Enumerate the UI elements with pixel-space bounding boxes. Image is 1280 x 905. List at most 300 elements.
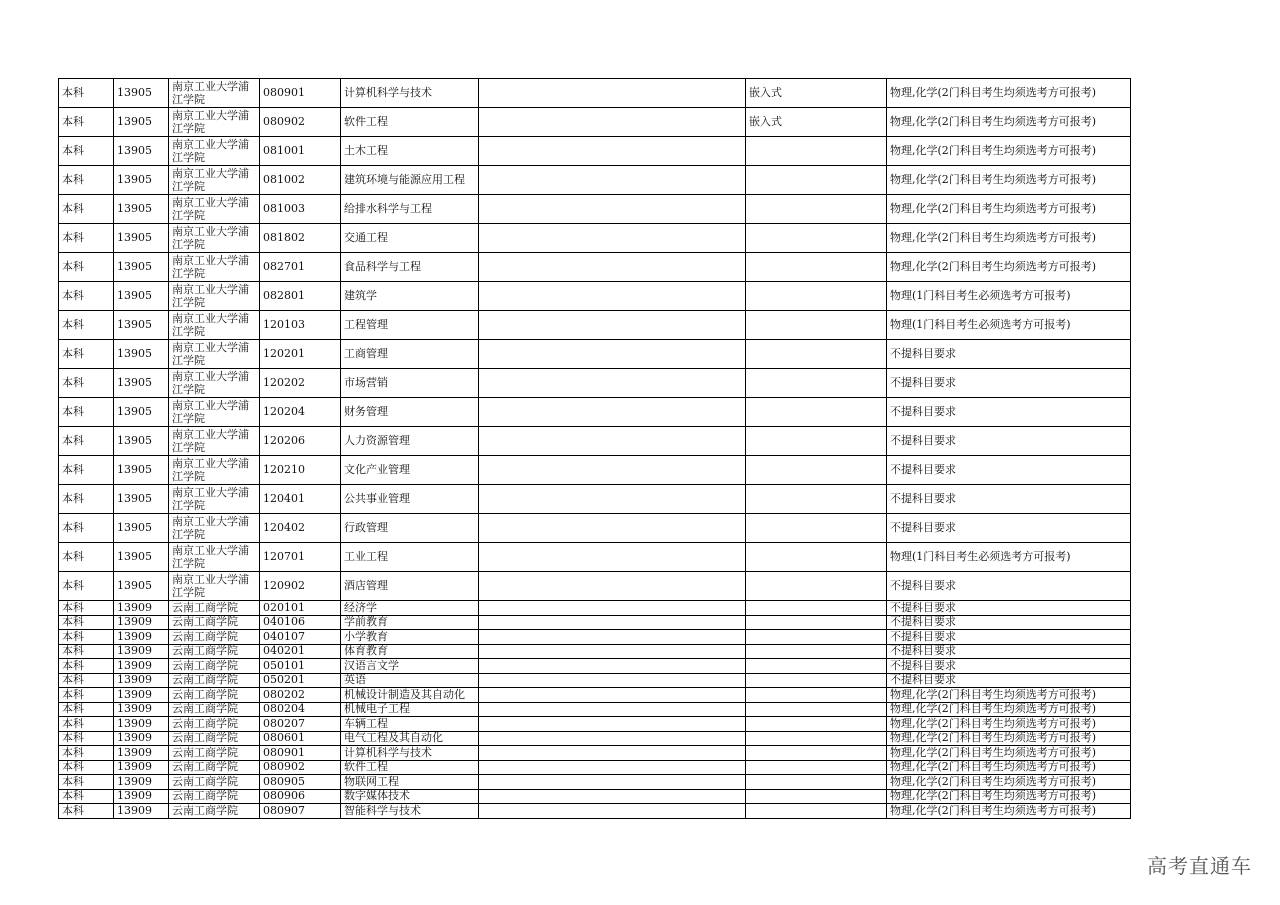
major-code-cell: 120701: [260, 543, 341, 572]
school-code-cell: 13909: [114, 630, 169, 645]
class-type-cell: [746, 427, 887, 456]
subject-requirement-cell: 物理(1门科目考生必须选考方可报考): [887, 282, 1131, 311]
class-type-cell: [746, 514, 887, 543]
major-name-cell: 土木工程: [341, 137, 479, 166]
table-row: [59, 789, 1131, 804]
school-code-cell: 13905: [114, 485, 169, 514]
class-type-cell: [746, 717, 887, 732]
table-row: [59, 746, 1131, 761]
subject-requirement-cell: 物理,化学(2门科目考生均须选考方可报考): [887, 804, 1131, 819]
major-code-cell: 120210: [260, 456, 341, 485]
school-name-cell: 南京工业大学浦江学院: [169, 369, 260, 398]
table-row: [59, 688, 1131, 703]
level-cell: 本科: [59, 673, 114, 688]
class-type-cell: [746, 789, 887, 804]
major-name-cell: 工程管理: [341, 311, 479, 340]
level-cell: 本科: [59, 543, 114, 572]
table-row: [59, 673, 1131, 688]
table-row: [59, 630, 1131, 645]
major-code-cell: 120402: [260, 514, 341, 543]
school-name-cell: 云南工商学院: [169, 717, 260, 732]
class-type-cell: [746, 688, 887, 703]
school-code-cell: 13909: [114, 789, 169, 804]
table-body: [59, 79, 1131, 819]
level-cell: 本科: [59, 688, 114, 703]
major-name-cell: 软件工程: [341, 108, 479, 137]
school-code-cell: 13905: [114, 514, 169, 543]
subject-requirement-cell: 物理,化学(2门科目考生均须选考方可报考): [887, 746, 1131, 761]
major-name-cell: 公共事业管理: [341, 485, 479, 514]
school-name-cell: 南京工业大学浦江学院: [169, 224, 260, 253]
class-type-cell: [746, 282, 887, 311]
major-code-cell: 120202: [260, 369, 341, 398]
subject-requirement-cell: 物理(1门科目考生必须选考方可报考): [887, 543, 1131, 572]
school-code-cell: 13905: [114, 166, 169, 195]
major-code-cell: 082701: [260, 253, 341, 282]
class-type-cell: [746, 311, 887, 340]
note-cell: [479, 224, 746, 253]
table-row: [59, 601, 1131, 616]
major-code-cell: 081003: [260, 195, 341, 224]
major-code-cell: 120401: [260, 485, 341, 514]
class-type-cell: [746, 224, 887, 253]
level-cell: 本科: [59, 79, 114, 108]
class-type-cell: [746, 543, 887, 572]
school-code-cell: 13905: [114, 398, 169, 427]
school-name-cell: 云南工商学院: [169, 630, 260, 645]
major-code-cell: 040201: [260, 644, 341, 659]
table-row: [59, 514, 1131, 543]
class-type-cell: [746, 253, 887, 282]
major-code-cell: 050101: [260, 659, 341, 674]
school-name-cell: 南京工业大学浦江学院: [169, 543, 260, 572]
level-cell: 本科: [59, 253, 114, 282]
subject-requirement-cell: 不提科目要求: [887, 572, 1131, 601]
school-code-cell: 13905: [114, 224, 169, 253]
school-code-cell: 13909: [114, 644, 169, 659]
subject-requirement-cell: 不提科目要求: [887, 615, 1131, 630]
note-cell: [479, 166, 746, 195]
major-code-cell: 081802: [260, 224, 341, 253]
subject-requirement-cell: 不提科目要求: [887, 644, 1131, 659]
major-code-cell: 050201: [260, 673, 341, 688]
note-cell: [479, 485, 746, 514]
school-code-cell: 13909: [114, 659, 169, 674]
table-row: [59, 108, 1131, 137]
major-name-cell: 物联网工程: [341, 775, 479, 790]
school-code-cell: 13905: [114, 369, 169, 398]
school-name-cell: 云南工商学院: [169, 644, 260, 659]
class-type-cell: [746, 630, 887, 645]
subject-requirement-cell: 物理,化学(2门科目考生均须选考方可报考): [887, 224, 1131, 253]
class-type-cell: [746, 804, 887, 819]
major-name-cell: 学前教育: [341, 615, 479, 630]
table-row: [59, 456, 1131, 485]
table-row: [59, 644, 1131, 659]
note-cell: [479, 731, 746, 746]
school-code-cell: 13909: [114, 760, 169, 775]
class-type-cell: [746, 572, 887, 601]
note-cell: [479, 615, 746, 630]
class-type-cell: [746, 644, 887, 659]
table-row: [59, 311, 1131, 340]
school-code-cell: 13905: [114, 253, 169, 282]
level-cell: 本科: [59, 514, 114, 543]
major-name-cell: 财务管理: [341, 398, 479, 427]
school-code-cell: 13905: [114, 282, 169, 311]
level-cell: 本科: [59, 311, 114, 340]
major-name-cell: 车辆工程: [341, 717, 479, 732]
school-code-cell: 13909: [114, 775, 169, 790]
note-cell: [479, 572, 746, 601]
major-code-cell: 020101: [260, 601, 341, 616]
major-name-cell: 酒店管理: [341, 572, 479, 601]
level-cell: 本科: [59, 644, 114, 659]
school-name-cell: 南京工业大学浦江学院: [169, 485, 260, 514]
class-type-cell: [746, 615, 887, 630]
major-code-cell: 080901: [260, 746, 341, 761]
level-cell: 本科: [59, 746, 114, 761]
table-row: [59, 717, 1131, 732]
major-name-cell: 食品科学与工程: [341, 253, 479, 282]
table-row: [59, 79, 1131, 108]
subject-requirement-cell: 不提科目要求: [887, 340, 1131, 369]
subject-requirement-cell: 不提科目要求: [887, 514, 1131, 543]
major-code-cell: 080902: [260, 108, 341, 137]
level-cell: 本科: [59, 398, 114, 427]
major-code-cell: 082801: [260, 282, 341, 311]
level-cell: 本科: [59, 630, 114, 645]
table-row: [59, 398, 1131, 427]
class-type-cell: 嵌入式: [746, 108, 887, 137]
major-name-cell: 机械设计制造及其自动化: [341, 688, 479, 703]
major-name-cell: 汉语言文学: [341, 659, 479, 674]
table-row: [59, 702, 1131, 717]
subject-requirement-cell: 不提科目要求: [887, 456, 1131, 485]
major-name-cell: 机械电子工程: [341, 702, 479, 717]
table-row: [59, 340, 1131, 369]
note-cell: [479, 601, 746, 616]
level-cell: 本科: [59, 615, 114, 630]
note-cell: [479, 79, 746, 108]
major-name-cell: 智能科学与技术: [341, 804, 479, 819]
school-name-cell: 云南工商学院: [169, 731, 260, 746]
note-cell: [479, 659, 746, 674]
major-name-cell: 经济学: [341, 601, 479, 616]
class-type-cell: [746, 673, 887, 688]
school-code-cell: 13905: [114, 311, 169, 340]
level-cell: 本科: [59, 195, 114, 224]
school-code-cell: 13909: [114, 615, 169, 630]
major-code-cell: 080601: [260, 731, 341, 746]
class-type-cell: [746, 166, 887, 195]
school-code-cell: 13909: [114, 804, 169, 819]
level-cell: 本科: [59, 340, 114, 369]
major-name-cell: 文化产业管理: [341, 456, 479, 485]
table-row: [59, 137, 1131, 166]
school-code-cell: 13909: [114, 673, 169, 688]
school-name-cell: 南京工业大学浦江学院: [169, 340, 260, 369]
major-name-cell: 人力资源管理: [341, 427, 479, 456]
major-code-cell: 080204: [260, 702, 341, 717]
subject-requirement-cell: 物理,化学(2门科目考生均须选考方可报考): [887, 79, 1131, 108]
subject-requirement-cell: 物理,化学(2门科目考生均须选考方可报考): [887, 775, 1131, 790]
note-cell: [479, 702, 746, 717]
school-code-cell: 13909: [114, 601, 169, 616]
major-name-cell: 数字媒体技术: [341, 789, 479, 804]
table-row: [59, 572, 1131, 601]
level-cell: 本科: [59, 717, 114, 732]
major-name-cell: 交通工程: [341, 224, 479, 253]
school-code-cell: 13905: [114, 108, 169, 137]
note-cell: [479, 282, 746, 311]
school-name-cell: 南京工业大学浦江学院: [169, 195, 260, 224]
major-code-cell: 081002: [260, 166, 341, 195]
class-type-cell: [746, 731, 887, 746]
note-cell: [479, 195, 746, 224]
table-row: [59, 760, 1131, 775]
school-name-cell: 云南工商学院: [169, 659, 260, 674]
subject-requirement-cell: 物理,化学(2门科目考生均须选考方可报考): [887, 253, 1131, 282]
class-type-cell: [746, 369, 887, 398]
class-type-cell: [746, 775, 887, 790]
school-code-cell: 13905: [114, 427, 169, 456]
school-name-cell: 云南工商学院: [169, 673, 260, 688]
major-code-cell: 080905: [260, 775, 341, 790]
table-row: [59, 166, 1131, 195]
major-code-cell: 120204: [260, 398, 341, 427]
class-type-cell: 嵌入式: [746, 79, 887, 108]
subject-requirement-cell: 物理,化学(2门科目考生均须选考方可报考): [887, 717, 1131, 732]
subject-requirement-cell: 物理,化学(2门科目考生均须选考方可报考): [887, 702, 1131, 717]
table-row: [59, 615, 1131, 630]
subject-requirement-cell: 不提科目要求: [887, 659, 1131, 674]
note-cell: [479, 108, 746, 137]
school-name-cell: 云南工商学院: [169, 804, 260, 819]
class-type-cell: [746, 485, 887, 514]
note-cell: [479, 775, 746, 790]
class-type-cell: [746, 760, 887, 775]
major-name-cell: 建筑学: [341, 282, 479, 311]
school-code-cell: 13909: [114, 717, 169, 732]
major-name-cell: 电气工程及其自动化: [341, 731, 479, 746]
school-name-cell: 南京工业大学浦江学院: [169, 456, 260, 485]
table-row: [59, 427, 1131, 456]
class-type-cell: [746, 601, 887, 616]
subject-requirement-cell: 物理,化学(2门科目考生均须选考方可报考): [887, 108, 1131, 137]
subject-requirement-cell: 不提科目要求: [887, 601, 1131, 616]
table-row: [59, 543, 1131, 572]
level-cell: 本科: [59, 108, 114, 137]
subject-requirement-cell: 不提科目要求: [887, 369, 1131, 398]
school-code-cell: 13909: [114, 702, 169, 717]
school-code-cell: 13905: [114, 79, 169, 108]
level-cell: 本科: [59, 572, 114, 601]
school-name-cell: 云南工商学院: [169, 789, 260, 804]
level-cell: 本科: [59, 775, 114, 790]
note-cell: [479, 746, 746, 761]
note-cell: [479, 717, 746, 732]
note-cell: [479, 369, 746, 398]
major-name-cell: 工业工程: [341, 543, 479, 572]
level-cell: 本科: [59, 166, 114, 195]
level-cell: 本科: [59, 282, 114, 311]
school-name-cell: 云南工商学院: [169, 702, 260, 717]
subject-requirement-cell: 物理,化学(2门科目考生均须选考方可报考): [887, 760, 1131, 775]
note-cell: [479, 673, 746, 688]
major-code-cell: 120201: [260, 340, 341, 369]
note-cell: [479, 630, 746, 645]
major-name-cell: 行政管理: [341, 514, 479, 543]
major-code-cell: 081001: [260, 137, 341, 166]
table-row: [59, 369, 1131, 398]
school-code-cell: 13909: [114, 731, 169, 746]
level-cell: 本科: [59, 731, 114, 746]
school-name-cell: 南京工业大学浦江学院: [169, 572, 260, 601]
subject-requirement-cell: 物理,化学(2门科目考生均须选考方可报考): [887, 166, 1131, 195]
note-cell: [479, 137, 746, 166]
class-type-cell: [746, 398, 887, 427]
school-code-cell: 13909: [114, 746, 169, 761]
major-code-cell: 120103: [260, 311, 341, 340]
note-cell: [479, 311, 746, 340]
level-cell: 本科: [59, 485, 114, 514]
note-cell: [479, 456, 746, 485]
note-cell: [479, 789, 746, 804]
subject-requirement-cell: 不提科目要求: [887, 630, 1131, 645]
level-cell: 本科: [59, 601, 114, 616]
table-row: [59, 485, 1131, 514]
watermark: 高考直通车: [1147, 854, 1252, 878]
note-cell: [479, 427, 746, 456]
note-cell: [479, 760, 746, 775]
note-cell: [479, 340, 746, 369]
note-cell: [479, 644, 746, 659]
subject-requirement-cell: 物理(1门科目考生必须选考方可报考): [887, 311, 1131, 340]
class-type-cell: [746, 195, 887, 224]
school-code-cell: 13909: [114, 688, 169, 703]
school-name-cell: 南京工业大学浦江学院: [169, 427, 260, 456]
major-name-cell: 计算机科学与技术: [341, 746, 479, 761]
major-name-cell: 给排水科学与工程: [341, 195, 479, 224]
class-type-cell: [746, 340, 887, 369]
table-row: [59, 731, 1131, 746]
major-code-cell: 080202: [260, 688, 341, 703]
class-type-cell: [746, 137, 887, 166]
subject-requirement-cell: 不提科目要求: [887, 398, 1131, 427]
school-name-cell: 南京工业大学浦江学院: [169, 166, 260, 195]
level-cell: 本科: [59, 456, 114, 485]
school-code-cell: 13905: [114, 340, 169, 369]
major-code-cell: 120206: [260, 427, 341, 456]
school-code-cell: 13905: [114, 456, 169, 485]
school-name-cell: 云南工商学院: [169, 601, 260, 616]
level-cell: 本科: [59, 427, 114, 456]
school-name-cell: 云南工商学院: [169, 746, 260, 761]
school-code-cell: 13905: [114, 195, 169, 224]
subject-requirement-cell: 物理,化学(2门科目考生均须选考方可报考): [887, 688, 1131, 703]
school-name-cell: 南京工业大学浦江学院: [169, 282, 260, 311]
class-type-cell: [746, 746, 887, 761]
school-name-cell: 南京工业大学浦江学院: [169, 398, 260, 427]
major-name-cell: 英语: [341, 673, 479, 688]
subject-requirement-cell: 不提科目要求: [887, 427, 1131, 456]
school-name-cell: 南京工业大学浦江学院: [169, 253, 260, 282]
major-name-cell: 工商管理: [341, 340, 479, 369]
major-code-cell: 080907: [260, 804, 341, 819]
school-code-cell: 13905: [114, 572, 169, 601]
level-cell: 本科: [59, 369, 114, 398]
major-name-cell: 建筑环境与能源应用工程: [341, 166, 479, 195]
major-name-cell: 计算机科学与技术: [341, 79, 479, 108]
table-row: [59, 253, 1131, 282]
class-type-cell: [746, 659, 887, 674]
school-name-cell: 云南工商学院: [169, 760, 260, 775]
class-type-cell: [746, 456, 887, 485]
subject-requirement-cell: 物理,化学(2门科目考生均须选考方可报考): [887, 195, 1131, 224]
school-name-cell: 南京工业大学浦江学院: [169, 514, 260, 543]
table-row: [59, 282, 1131, 311]
subject-requirement-cell: 物理,化学(2门科目考生均须选考方可报考): [887, 789, 1131, 804]
level-cell: 本科: [59, 702, 114, 717]
level-cell: 本科: [59, 137, 114, 166]
major-code-cell: 040107: [260, 630, 341, 645]
major-code-cell: 080901: [260, 79, 341, 108]
major-code-cell: 080902: [260, 760, 341, 775]
table-row: [59, 775, 1131, 790]
major-code-cell: 080906: [260, 789, 341, 804]
subject-requirement-cell: 不提科目要求: [887, 673, 1131, 688]
note-cell: [479, 688, 746, 703]
table-row: [59, 804, 1131, 819]
major-name-cell: 体育教育: [341, 644, 479, 659]
school-code-cell: 13905: [114, 543, 169, 572]
school-name-cell: 南京工业大学浦江学院: [169, 79, 260, 108]
note-cell: [479, 804, 746, 819]
major-code-cell: 040106: [260, 615, 341, 630]
level-cell: 本科: [59, 789, 114, 804]
subject-requirement-cell: 物理,化学(2门科目考生均须选考方可报考): [887, 137, 1131, 166]
level-cell: 本科: [59, 659, 114, 674]
subject-requirement-cell: 物理,化学(2门科目考生均须选考方可报考): [887, 731, 1131, 746]
class-type-cell: [746, 702, 887, 717]
table-row: [59, 224, 1131, 253]
major-name-cell: 小学教育: [341, 630, 479, 645]
note-cell: [479, 514, 746, 543]
note-cell: [479, 398, 746, 427]
major-name-cell: 软件工程: [341, 760, 479, 775]
school-code-cell: 13905: [114, 137, 169, 166]
admission-table: [58, 78, 1131, 819]
school-name-cell: 南京工业大学浦江学院: [169, 108, 260, 137]
level-cell: 本科: [59, 224, 114, 253]
table-row: [59, 195, 1131, 224]
school-name-cell: 云南工商学院: [169, 615, 260, 630]
school-name-cell: 云南工商学院: [169, 688, 260, 703]
note-cell: [479, 253, 746, 282]
school-name-cell: 南京工业大学浦江学院: [169, 311, 260, 340]
major-code-cell: 120902: [260, 572, 341, 601]
school-name-cell: 云南工商学院: [169, 775, 260, 790]
note-cell: [479, 543, 746, 572]
major-name-cell: 市场营销: [341, 369, 479, 398]
level-cell: 本科: [59, 804, 114, 819]
level-cell: 本科: [59, 760, 114, 775]
school-name-cell: 南京工业大学浦江学院: [169, 137, 260, 166]
table-row: [59, 659, 1131, 674]
subject-requirement-cell: 不提科目要求: [887, 485, 1131, 514]
major-code-cell: 080207: [260, 717, 341, 732]
